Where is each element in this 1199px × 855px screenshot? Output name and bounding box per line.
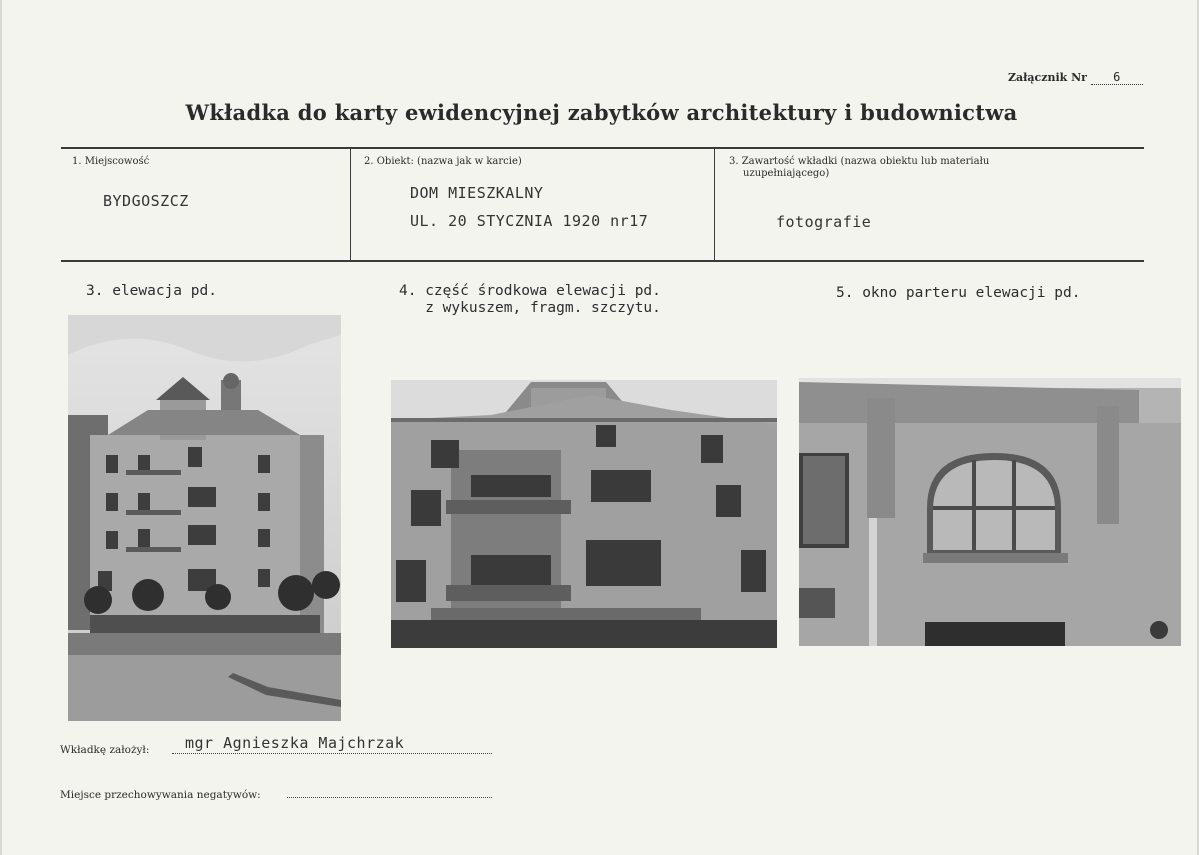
photo-ground-floor-window (799, 378, 1181, 646)
storage-line (287, 797, 492, 798)
place-value: BYDGOSZCZ (103, 192, 189, 210)
object-label: 2. Obiekt: (nazwa jak w karcie) (364, 156, 522, 167)
photo-south-elevation (68, 315, 341, 721)
photo-caption-1: 3. elewacja pd. (86, 283, 217, 299)
card-title: Wkładka do karty ewidencyjnej zabytków architektury i budownictwa (185, 100, 1018, 125)
photo-caption-2b: z wykuszem, fragm. szczytu. (399, 300, 661, 316)
author-line (172, 753, 492, 754)
photo-caption-2a: 4. część środkowa elewacji pd. (399, 283, 661, 299)
content-value: fotografie (776, 213, 872, 231)
divider-2 (714, 148, 715, 262)
divider-1 (350, 148, 351, 262)
bottom-rule (61, 260, 1144, 262)
annex-number-value: 6 (1091, 70, 1143, 85)
place-label: 1. Miejscowość (72, 156, 150, 167)
object-address: UL. 20 STYCZNIA 1920 nr17 (410, 212, 649, 230)
annex-label: Załącznik Nr (1008, 71, 1087, 84)
content-label-2: uzupełniającego) (743, 168, 830, 179)
annex-number (1008, 70, 1143, 85)
content-label-1: 3. Zawartość wkładki (nazwa obiektu lub materiału (729, 156, 990, 167)
author-label: Wkładkę założył: (60, 744, 150, 756)
storage-label: Miejsce przechowywania negatywów: (60, 789, 261, 801)
author-value: mgr Agnieszka Majchrzak (185, 734, 405, 752)
photo-bay-window (391, 380, 777, 648)
top-rule (61, 147, 1144, 149)
object-name: DOM MIESZKALNY (410, 184, 544, 202)
photo-caption-3: 5. okno parteru elewacji pd. (836, 285, 1081, 301)
